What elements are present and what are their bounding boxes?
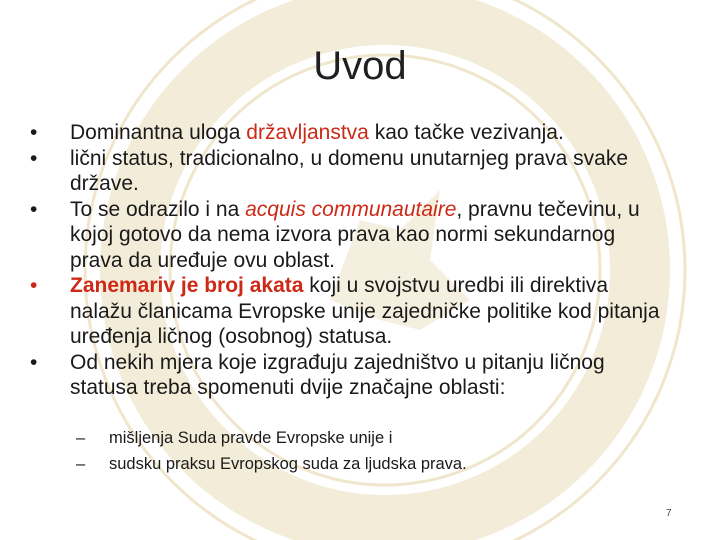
bullet-marker: • [30,121,38,144]
page-number: 7 [666,508,672,519]
bullet-highlight: acquis communautaire [245,197,457,221]
bullet-list [30,120,670,401]
bullet-item [30,120,670,146]
slide-title: Uvod [313,44,407,88]
bullet-highlight: Zanemariv je broj akata [70,274,304,297]
sub-bullet-text: mišljenja Suda pravde Evropske unije i [109,429,393,447]
bullet-marker: • [30,350,38,374]
sub-bullet-list [76,425,467,477]
bullet-highlight: državljanstva [246,121,369,144]
sub-bullet-item [76,451,467,477]
bullet-item [30,146,670,197]
bullet-item [30,273,670,350]
bullet-marker: • [30,197,38,221]
sub-bullet-marker: – [76,429,86,447]
sub-bullet-marker: – [76,455,86,473]
bullet-text: Od nekih mjera koje izgrađuju zajedništvo u pitanju ličnog statusa treba spomenuti dvije značajne oblasti: [70,350,605,399]
bullet-text: koji u svojstvu uredbi ili direktiva nalažu članicama Evropske unije zajedničke politike kod pitanja uređenja ličnog (osobnog) statusa. [70,274,660,348]
bullet-text: To se odrazilo i na [70,197,246,221]
bullet-item [30,350,670,401]
bullet-text: kao tačke vezivanja. [368,121,564,144]
bullet-text: Dominantna uloga [70,121,247,144]
sub-bullet-item [76,425,467,451]
bullet-item [30,197,670,274]
bullet-text: lični status, tradicionalno, u domenu unutarnjeg prava svake države. [70,146,628,195]
bullet-marker: • [30,274,38,297]
sub-bullet-text: sudsku praksu Evropskog suda za ljudska prava. [109,455,467,473]
bullet-marker: • [30,146,38,170]
bullet-text: , pravnu tečevinu, u kojoj gotovo da nema izvora prava kao normi sekundarnog prava da uređuje ovu oblast. [70,197,640,272]
